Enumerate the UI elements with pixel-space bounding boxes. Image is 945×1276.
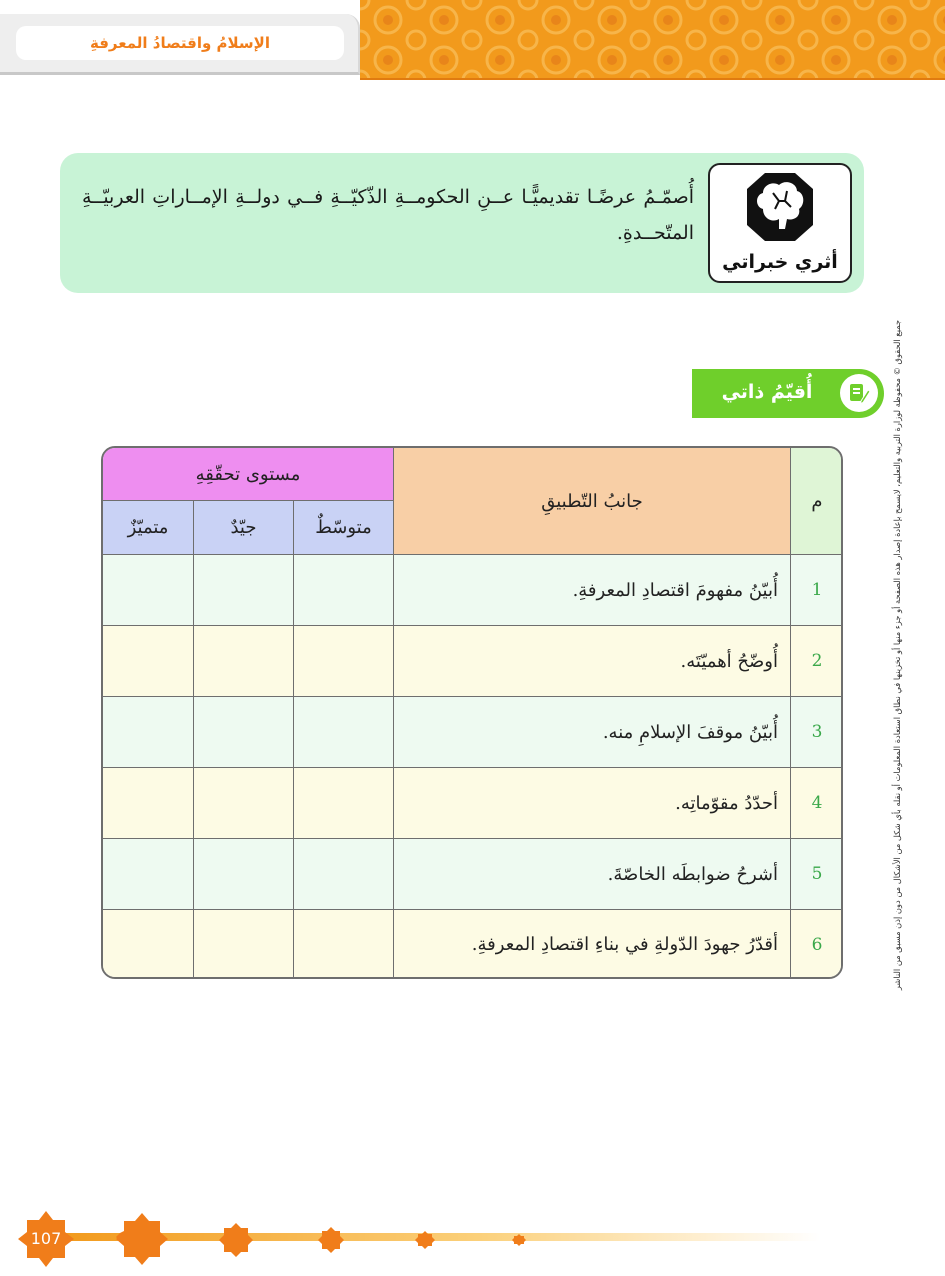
rating-cell-excellent[interactable] bbox=[103, 626, 194, 697]
rating-cell-average[interactable] bbox=[294, 697, 394, 768]
rating-cell-average[interactable] bbox=[294, 768, 394, 839]
self-evaluation-table bbox=[101, 446, 843, 979]
rating-cell-good[interactable] bbox=[194, 626, 294, 697]
index-cell: 4 bbox=[791, 768, 843, 839]
index-cell: 5 bbox=[791, 839, 843, 910]
aspect-cell: أُوضّحُ أهميّتَه. bbox=[394, 626, 791, 697]
rating-cell-average[interactable] bbox=[294, 910, 394, 979]
ornament-pattern-icon bbox=[360, 0, 945, 78]
experience-label: أثري خبراتي bbox=[722, 251, 838, 273]
index-cell: 1 bbox=[791, 555, 843, 626]
aspect-cell: أحدّدُ مقوّماتِه. bbox=[394, 768, 791, 839]
aspect-cell: أشرحُ ضوابطَه الخاصّةَ. bbox=[394, 839, 791, 910]
index-header: م bbox=[791, 448, 843, 555]
brain-icon bbox=[745, 171, 815, 249]
header-tab bbox=[0, 14, 360, 75]
self-evaluation-circle bbox=[840, 374, 878, 412]
aspect-header: جانبُ التّطبيقِ bbox=[394, 448, 791, 555]
rating-cell-excellent[interactable] bbox=[103, 910, 194, 979]
rating-cell-average[interactable] bbox=[294, 839, 394, 910]
rating-cell-good[interactable] bbox=[194, 555, 294, 626]
rating-cell-average[interactable] bbox=[294, 626, 394, 697]
rating-cell-excellent[interactable] bbox=[103, 768, 194, 839]
aspect-cell: أُبيّنُ مفهومَ اقتصادِ المعرفةِ. bbox=[394, 555, 791, 626]
index-cell: 3 bbox=[791, 697, 843, 768]
level-average-header: متوسّطٌ bbox=[294, 501, 394, 555]
footer-stars bbox=[100, 1213, 540, 1265]
index-cell: 2 bbox=[791, 626, 843, 697]
index-cell: 6 bbox=[791, 910, 843, 979]
aspect-cell: أُبيّنُ موقفَ الإسلامِ منه. bbox=[394, 697, 791, 768]
header-pattern bbox=[360, 0, 945, 80]
rating-cell-excellent[interactable] bbox=[103, 555, 194, 626]
rating-cell-good[interactable] bbox=[194, 697, 294, 768]
level-header: مستوى تحقّقِهِ bbox=[103, 448, 394, 501]
rating-cell-good[interactable] bbox=[194, 768, 294, 839]
chapter-title: الإسلامُ واقتصادُ المعرفةِ bbox=[90, 34, 270, 52]
rating-cell-average[interactable] bbox=[294, 555, 394, 626]
header-title-pill bbox=[16, 26, 344, 60]
experience-icon-card bbox=[708, 163, 852, 283]
rating-cell-good[interactable] bbox=[194, 839, 294, 910]
rating-cell-good[interactable] bbox=[194, 910, 294, 979]
experience-box bbox=[60, 153, 864, 293]
rating-cell-excellent[interactable] bbox=[103, 839, 194, 910]
page-number: 107 bbox=[30, 1229, 62, 1248]
level-excellent-header: متميّزٌ bbox=[103, 501, 194, 555]
level-good-header: جيّدٌ bbox=[194, 501, 294, 555]
aspect-cell: أقدّرُ جهودَ الدّولةِ في بناءِ اقتصادِ المعرفةِ. bbox=[394, 910, 791, 979]
self-evaluation-badge bbox=[692, 369, 884, 418]
experience-text: أُصمّـمُ عرضًـا تقديميًّـا عــنِ الحكومــةِ الذّكيّــةِ فــي دولــةِ الإمــاراتِ العربيّــةِ المتّحــدةِ. bbox=[82, 186, 694, 244]
notepad-pencil-icon bbox=[847, 381, 871, 405]
self-evaluation-label: أُقيّمُ ذاتي bbox=[721, 381, 813, 403]
rating-cell-excellent[interactable] bbox=[103, 697, 194, 768]
copyright-text: جميع الحقوق © محفوظة لوزارة التربية والتعليم، لايسمح بإعادة إصدار هذه الصفحة أو جزء منها أو تخزينها في نطاق استعادة المعلومات أو نقله بأي شكل من الأشكال من دون إذن مسبق من الناشر bbox=[892, 319, 902, 991]
copyright-side-note bbox=[887, 300, 907, 1010]
